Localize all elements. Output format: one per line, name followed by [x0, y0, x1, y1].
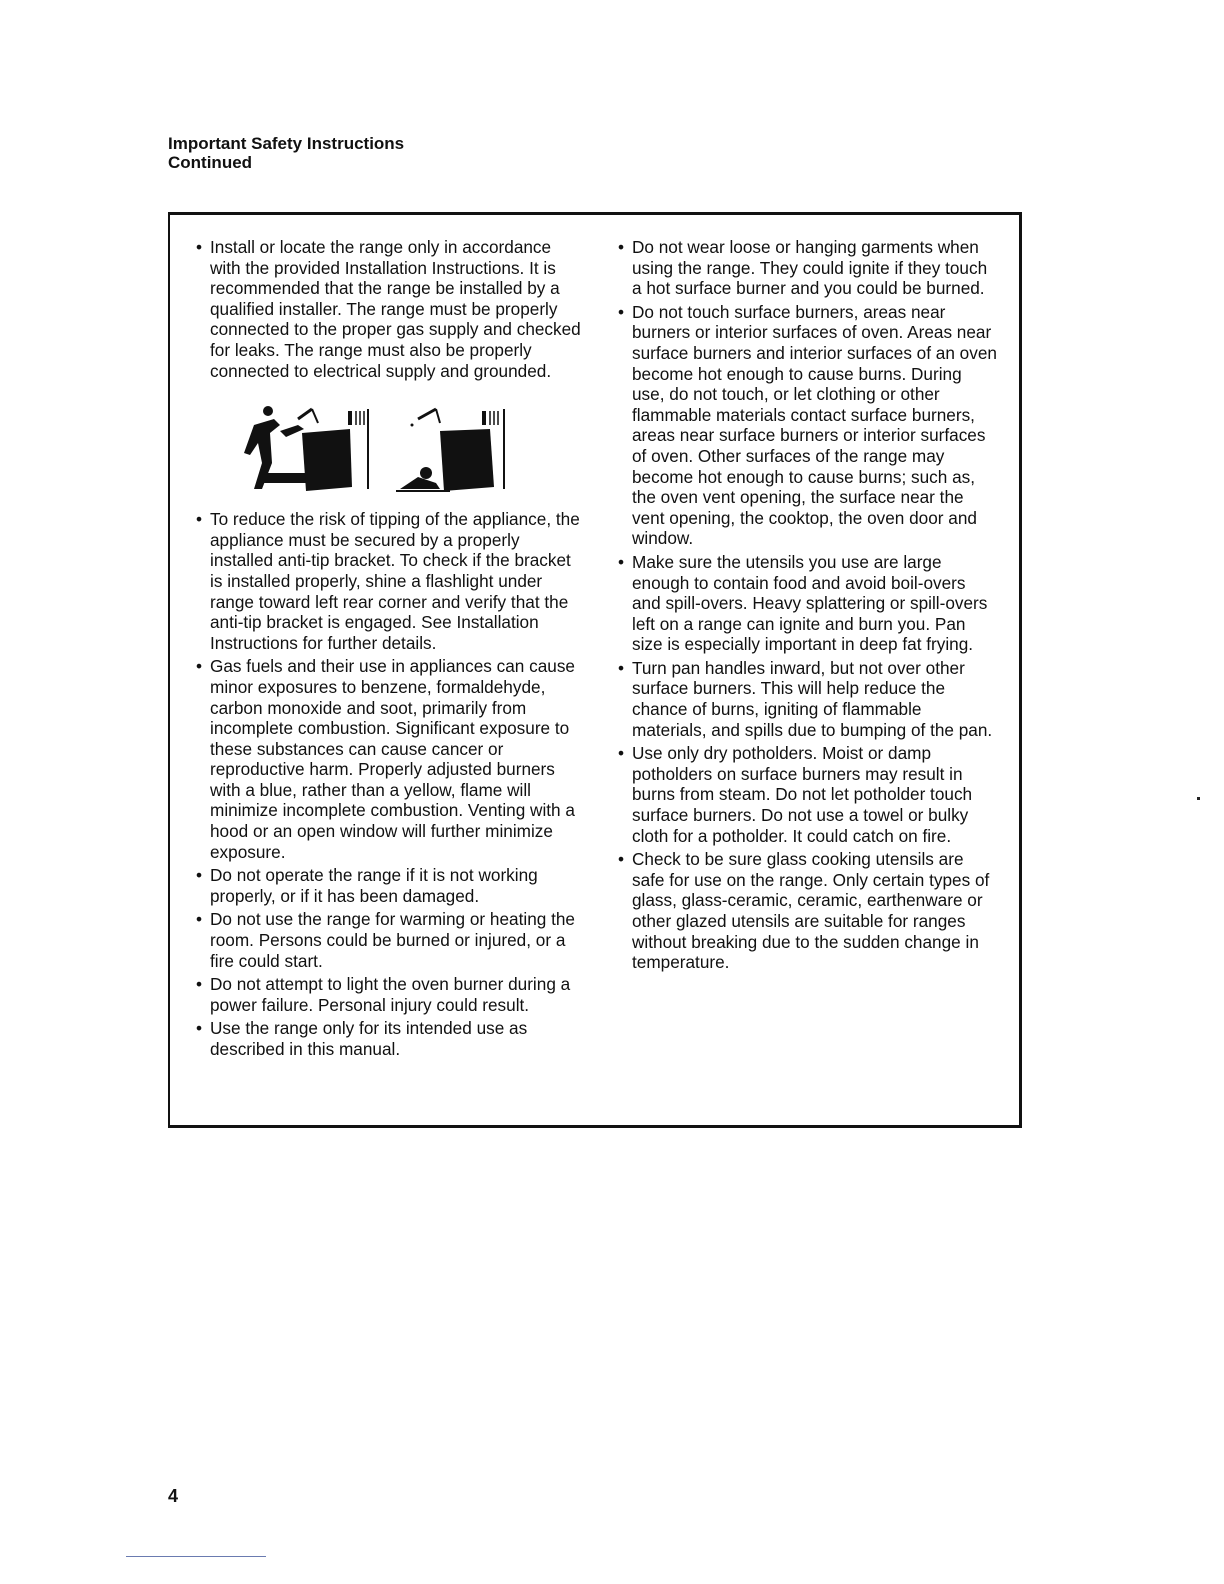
child-under-range-icon	[396, 409, 504, 491]
list-item: • Check to be sure glass cooking utensils are safe for use on the range. Only certain types of glass, glass-ceramic, ceramic, earthenware or other glazed utensils are suitable for ranges without breaking due to the sudden change in temperature.	[618, 849, 998, 973]
list-item: • Do not attempt to light the oven burner during a power failure. Personal injury could result.	[196, 974, 584, 1015]
page-number: 4	[168, 1486, 179, 1506]
list-item: • Do not touch surface burners, areas near burners or interior surfaces of oven. Areas near surface burners and interior surfaces of an oven become hot enough to cause burns. During use, do not touch, or let clothing or other flammable materials contact surface burners, areas near surface burners or interior surfaces of oven. Other surfaces of the range may become hot enough to cause burns; such as, the oven vent opening, the surface near the vent opening, the cooktop, the oven door and window.	[618, 302, 998, 549]
footer-rule	[126, 1556, 266, 1557]
list-item: • Gas fuels and their use in appliances can cause minor exposures to benzene, formaldehyde, carbon monoxide and soot, primarily from incomplete combustion. Significant exposure to these substances can cause cancer or reproductive harm. Properly adjusted burners with a blue, rather than a yellow, flame will minimize incomplete combustion. Venting with a hood or an open window will further minimize exposure.	[196, 656, 584, 862]
section-title: Important Safety Instructions	[168, 134, 405, 153]
section-subtitle: Continued	[168, 153, 253, 172]
scan-speck	[1197, 797, 1200, 800]
list-item: • To reduce the risk of tipping of the appliance, the appliance must be secured by a properly installed anti-tip bracket. To check if the bracket is installed properly, shine a flashlight under range toward left rear corner and verify that the anti-tip bracket is engaged. See Installation Instructions for further details.	[196, 509, 584, 653]
bullet-list-left-bottom	[196, 509, 584, 1059]
safety-instructions-box	[168, 212, 1022, 1128]
right-column	[618, 237, 998, 976]
list-item: • Do not wear loose or hanging garments when using the range. They could ignite if they touch a hot surface burner and you could be burned.	[618, 237, 998, 299]
list-item: • Use the range only for its intended use as described in this manual.	[196, 1018, 584, 1059]
list-item: • Do not operate the range if it is not working properly, or if it has been damaged.	[196, 865, 584, 906]
list-item: • Install or locate the range only in accordance with the provided Installation Instructions. It is recommended that the range be installed by a qualified installer. The range must be properly connected to the proper gas supply and checked for leaks. The range must also be properly connected to electrical supply and grounded.	[196, 237, 584, 381]
bullet-list-left-top	[196, 237, 584, 381]
list-item: • Make sure the utensils you use are large enough to contain food and avoid boil-overs and spill-overs. Heavy splattering or spill-overs left on a range can ignite and burn you. Pan size is especially important in deep fat frying.	[618, 552, 998, 655]
person-tipping-range-icon	[244, 406, 368, 491]
list-item: • Do not use the range for warming or heating the room. Persons could be burned or injured, or a fire could start.	[196, 909, 584, 971]
list-item: • Use only dry potholders. Moist or damp potholders on surface burners may result in burns from steam. Do not let potholder touch surface burners. Do not use a towel or bulky cloth for a potholder. It could catch on fire.	[618, 743, 998, 846]
anti-tip-warning-illustration	[240, 403, 510, 495]
left-column	[196, 237, 584, 1063]
bullet-list-right	[618, 237, 998, 973]
section-header	[168, 134, 404, 172]
list-item: • Turn pan handles inward, but not over other surface burners. This will help reduce the chance of burns, igniting of flammable materials, and spills due to bumping of the pan.	[618, 658, 998, 740]
